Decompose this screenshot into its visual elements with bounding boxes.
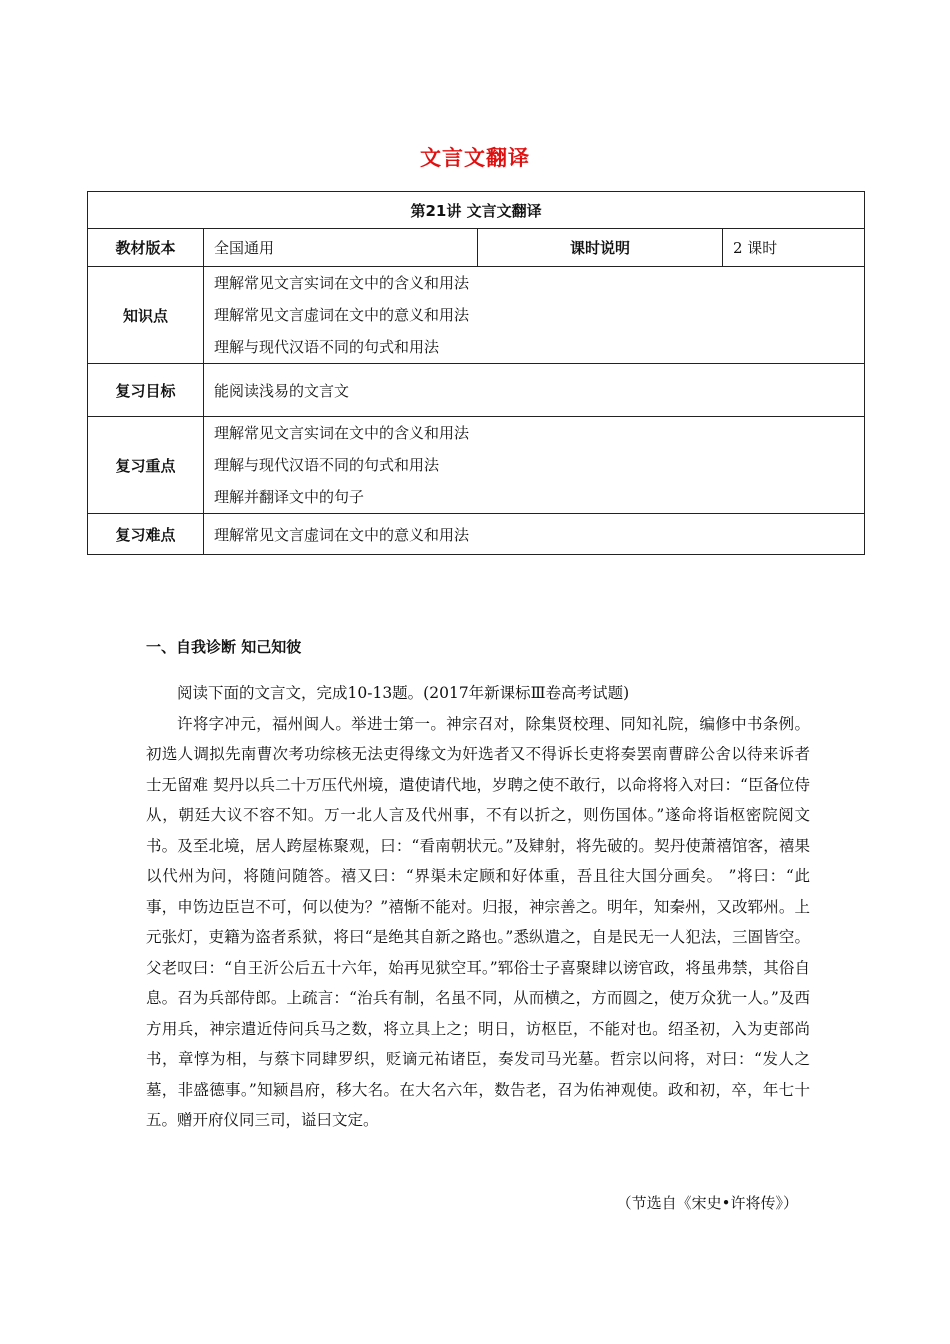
passage	[146, 678, 810, 1136]
hours-value: 2 课时	[723, 229, 865, 267]
difficulty-value: 理解常见文言虚词在文中的意义和用法	[204, 514, 865, 555]
knowledge-item: 理解常见文言虚词在文中的意义和用法	[214, 306, 470, 324]
passage-body: 许将字冲元，福州闽人。举进士第一。神宗召对，除集贤校理、同知礼院，编修中书条例。初选人调拟先南曹次考功综核无法吏得缘文为奸选者又不得诉长吏将奏罢南曹辟公舍以待来诉者士无留难 契丹以兵二十万压代州境，遣使请代地，岁聘之使不敢行，以命将将入对曰：“臣备位侍从，朝廷大议不容不知。万一北人言及代州事，不有以折之，则伤国体。”遂命将诣枢密院阅文书。及至北境，居人跨屋栋聚观，曰：“看南朝状元。”及肄射，将先破的。契丹使萧禧馆客，禧果以代州为问，将随问随答。禧又曰：“界渠未定顾和好体重，吾且往大国分画矣。 ”将曰：“此事，申饬边臣岂不可，何以使为？”禧惭不能对。归报，神宗善之。明年，知秦州，又改郓州。上元张灯，吏籍为盗者系狱，将曰“是绝其自新之路也。”悉纵遣之，自是民无一人犯法，三圄皆空。父老叹曰：“自王沂公后五十六年，始再见狱空耳。”郓俗士子喜聚肆以谤官政，将虽弗禁，其俗自息。召为兵部侍郎。上疏言：“治兵有制，名虽不同，从而横之，方而圆之，使万众犹一人。”及西方用兵，神宗遣近侍问兵马之数，将立具上之；明日，访枢臣，不能对也。绍圣初，入为吏部尚书，章惇为相，与蔡卞同肆罗织，贬谪元祐诸臣，奏发司马光墓。哲宗以问将，对曰：“发人之墓，非盛德事。”知颍昌府，移大名。在大名六年，数告老，召为佑神观使。政和初，卒，年七十五。赠开府仪同三司，谥曰文定。	[146, 714, 810, 1129]
goal-value: 能阅读浅易的文言文	[204, 364, 865, 417]
section-heading: 一、自我诊断 知己知彼	[146, 638, 302, 656]
knowledge-label: 知识点	[88, 267, 204, 364]
passage-source: （节选自《宋史•许将传》）	[616, 1194, 798, 1212]
knowledge-list	[204, 267, 865, 364]
hours-label: 课时说明	[478, 229, 723, 267]
goal-label: 复习目标	[88, 364, 204, 417]
knowledge-item: 理解常见文言实词在文中的含义和用法	[214, 274, 470, 292]
textbook-label: 教材版本	[88, 229, 204, 267]
passage-intro: 阅读下面的文言文，完成10-13题。(2017年新课标Ⅲ卷高考试题)	[177, 684, 630, 702]
course-info-table	[87, 191, 865, 555]
key-item: 理解与现代汉语不同的句式和用法	[214, 456, 440, 474]
knowledge-item: 理解与现代汉语不同的句式和用法	[214, 338, 440, 356]
textbook-value: 全国通用	[204, 229, 478, 267]
page-title: 文言文翻译	[420, 146, 530, 170]
key-list	[204, 417, 865, 514]
lecture-title: 第21讲 文言文翻译	[88, 192, 865, 229]
key-item: 理解并翻译文中的句子	[214, 488, 365, 506]
difficulty-label: 复习难点	[88, 514, 204, 555]
key-label: 复习重点	[88, 417, 204, 514]
key-item: 理解常见文言实词在文中的含义和用法	[214, 424, 470, 442]
